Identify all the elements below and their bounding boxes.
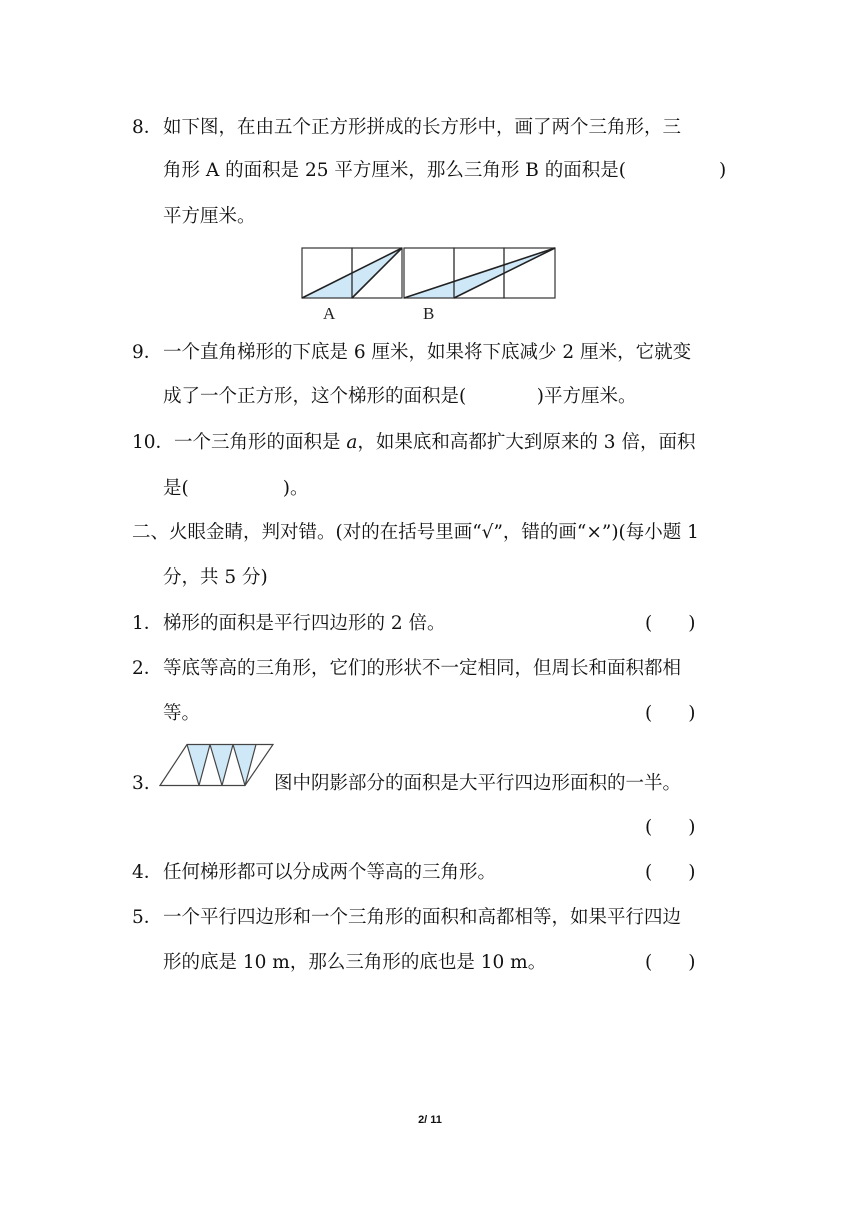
q9-line-1: 一个直角梯形的下底是 6 厘米，如果将下底减少 2 厘米，它就变 [163, 342, 692, 363]
item-2-number: 2． [132, 658, 163, 679]
item-4-answer-paren[interactable]: ( ) [645, 862, 696, 883]
item-3-number: 3. [132, 773, 150, 794]
item-4-number: 4． [132, 862, 163, 883]
item-2-text-cont: 等。 [163, 703, 201, 724]
q10-text-b: ，如果底和高都扩大到原来的 3 倍，面积 [357, 432, 696, 453]
item-5-text: 一个平行四边形和一个三角形的面积和高都相等，如果平行四边 [163, 907, 682, 928]
q8-number: 8． [132, 117, 163, 138]
q10-line-2: 是( )。 [163, 478, 309, 499]
q8-figure [299, 245, 561, 325]
item-5-answer-paren[interactable]: ( ) [645, 952, 696, 973]
label-a: A [323, 304, 336, 323]
section-2-heading: 二、火眼金睛，判对错。(对的在括号里画“√”，错的画“×”)(每小题 1 [132, 522, 699, 543]
item-3-text: 图中阴影部分的面积是大平行四边形面积的一半。 [274, 773, 682, 794]
q10-line-1 [174, 431, 695, 455]
q9-line-2: 成了一个正方形，这个梯形的面积是( )平方厘米。 [163, 386, 637, 407]
q8-line-2: 角形 A 的面积是 25 平方厘米，那么三角形 B 的面积是( [163, 160, 626, 181]
label-b: B [423, 304, 435, 323]
q10-number: 10． [132, 432, 175, 453]
section-2-heading-cont: 分，共 5 分) [163, 567, 268, 588]
item-2-text: 等底等高的三角形，它们的形状不一定相同，但周长和面积都相 [163, 658, 682, 679]
q10-variable: a [346, 432, 358, 453]
q8-answer-close-paren: ) [719, 160, 727, 181]
item-3-figure [159, 743, 275, 787]
q10-text-a: 一个三角形的面积是 [174, 432, 347, 453]
item-1-number: 1． [132, 613, 163, 634]
item-4-text: 任何梯形都可以分成两个等高的三角形。 [163, 862, 497, 883]
item-3-answer-paren[interactable]: ( ) [645, 817, 696, 838]
item-5-number: 5． [132, 907, 163, 928]
page-number: 2/ 11 [418, 1114, 442, 1126]
item-1-answer-paren[interactable]: ( ) [645, 613, 696, 634]
q9-number: 9． [132, 342, 163, 363]
item-1-text: 梯形的面积是平行四边形的 2 倍。 [163, 613, 446, 634]
q8-line-1: 如下图，在由五个正方形拼成的长方形中，画了两个三角形，三 [163, 117, 682, 138]
item-5-text-cont: 形的底是 10 m，那么三角形的底也是 10 m。 [163, 952, 547, 973]
q8-line-3: 平方厘米。 [163, 206, 256, 227]
item-2-answer-paren[interactable]: ( ) [645, 703, 696, 724]
